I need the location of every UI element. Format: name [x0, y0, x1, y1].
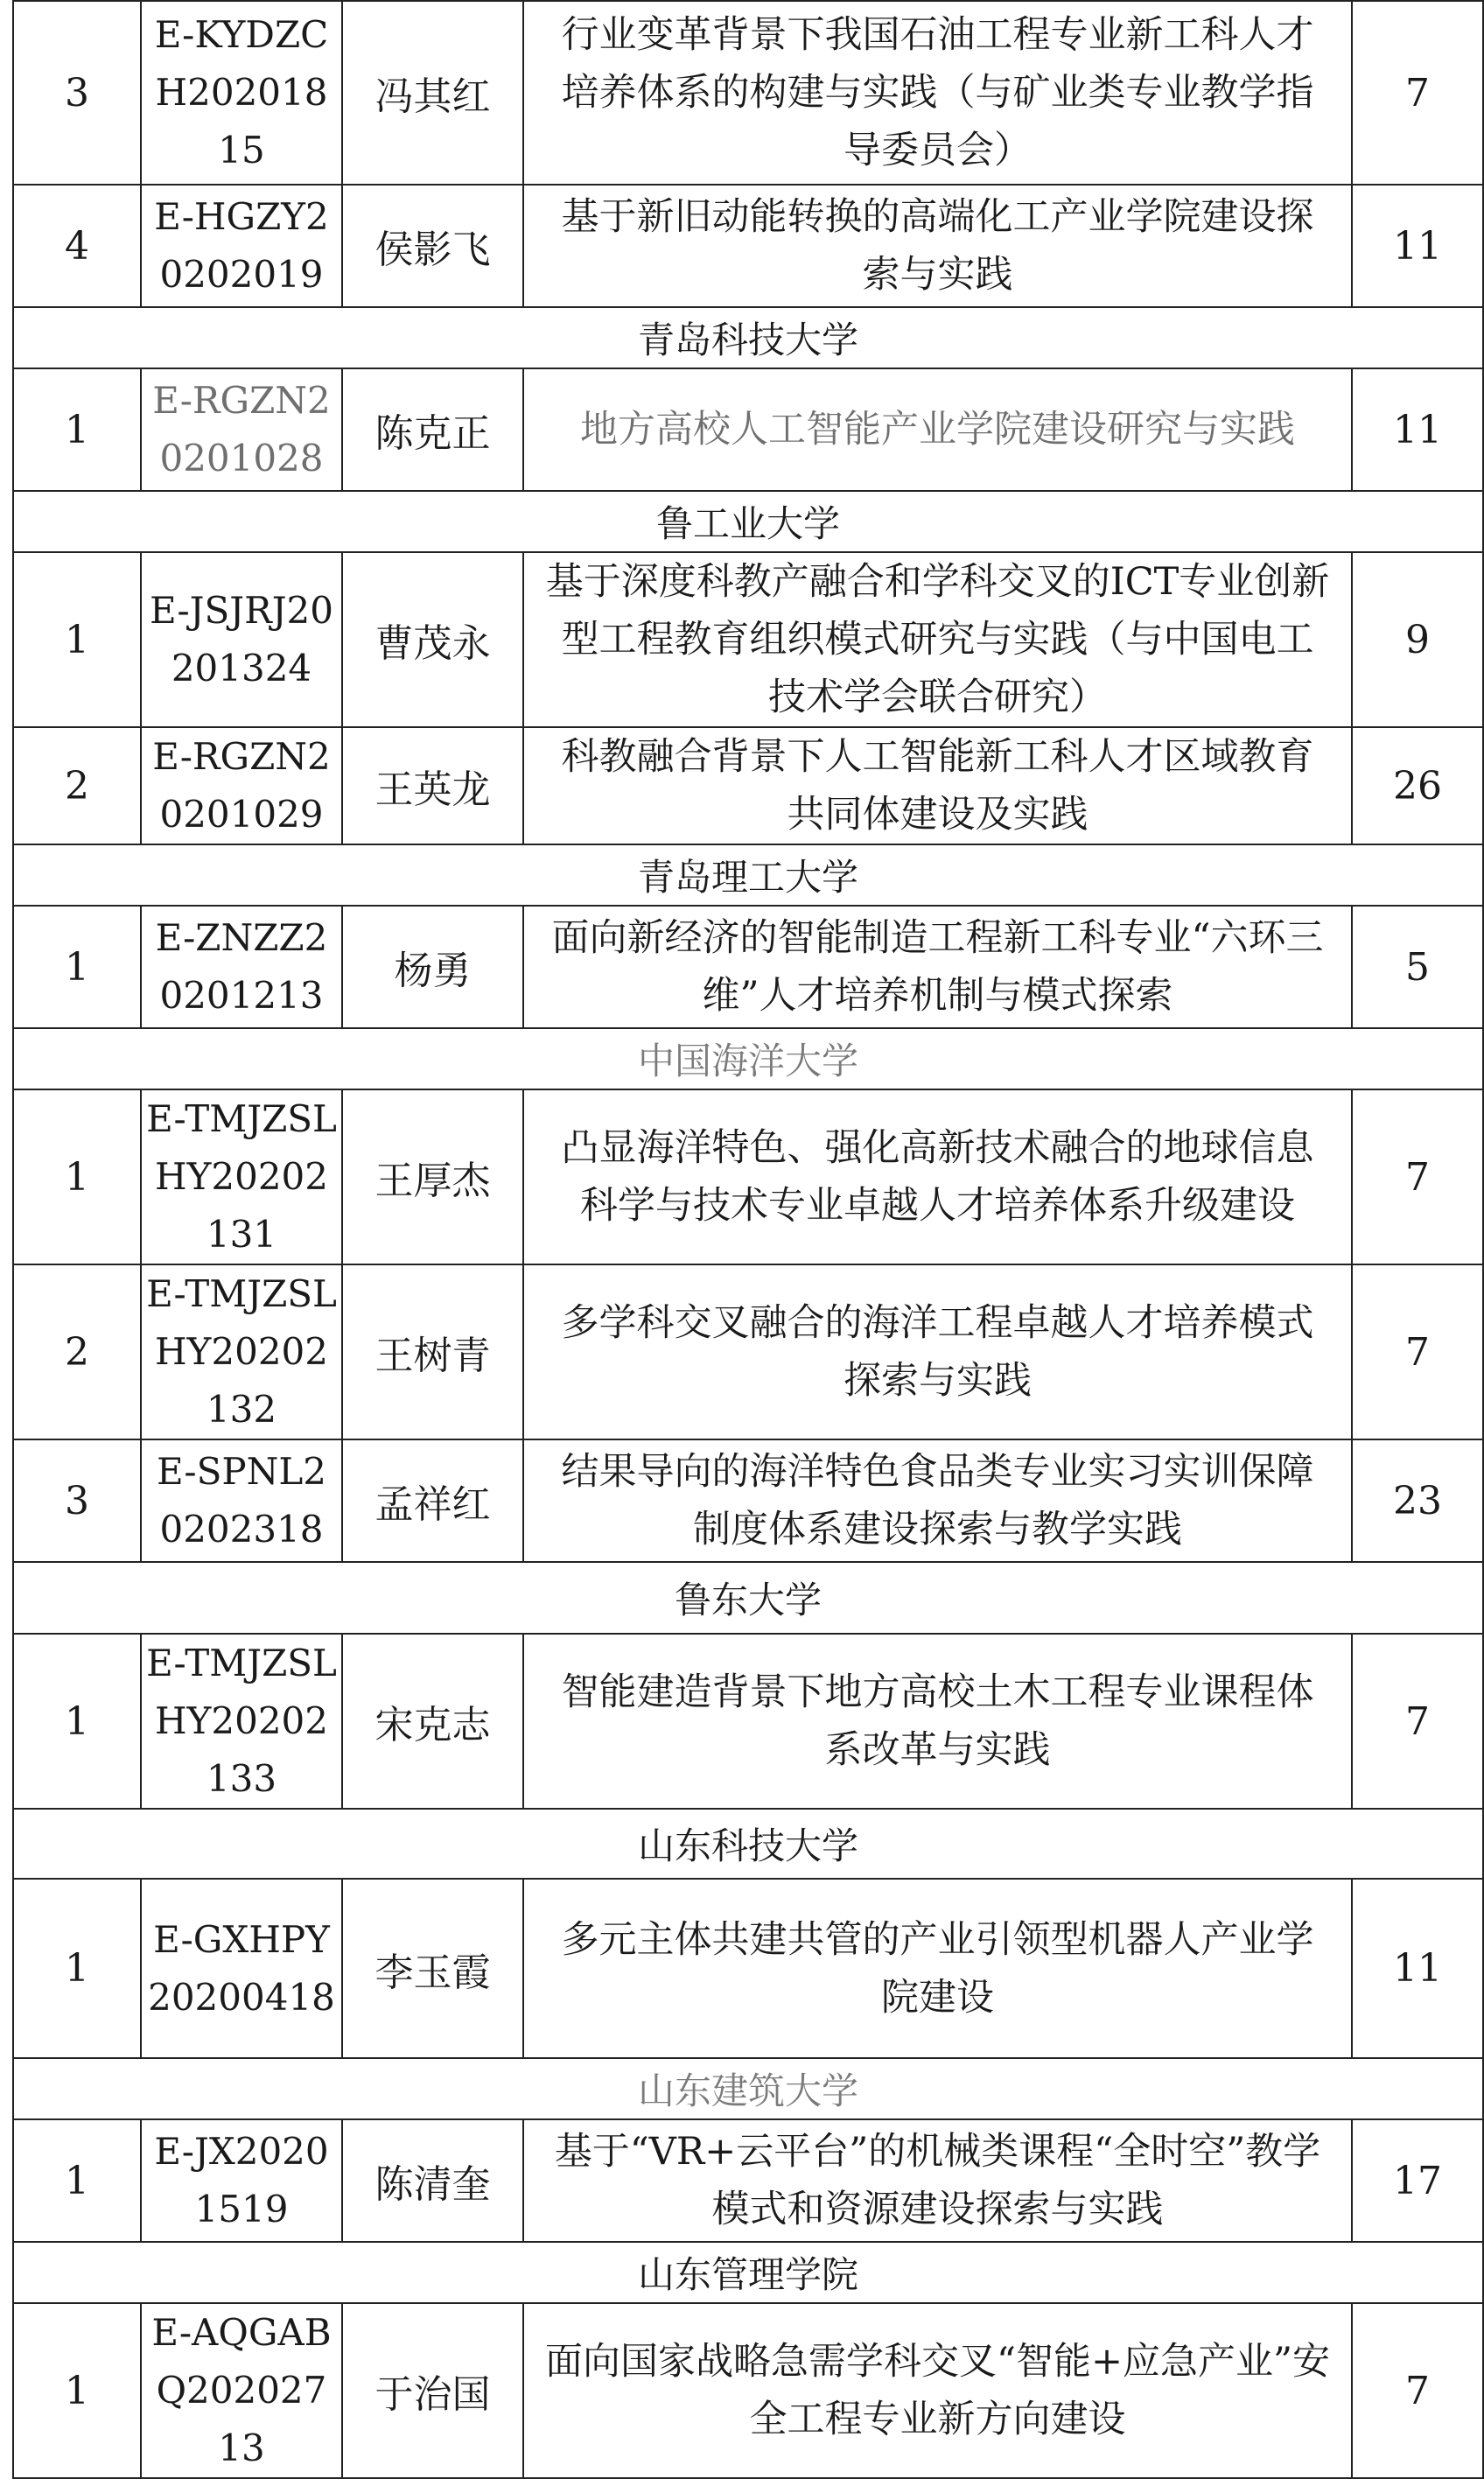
project-code: E-TMJZSLHY20202131: [141, 1089, 342, 1264]
table-row: [13, 2303, 1483, 2478]
member-count: 11: [1352, 368, 1483, 491]
member-count: 17: [1352, 2119, 1483, 2242]
member-count: 7: [1352, 1, 1483, 185]
table-row: [13, 1634, 1483, 1809]
table-row: [13, 727, 1483, 844]
table-row: [13, 1439, 1483, 1562]
row-number: 1: [13, 906, 141, 1028]
row-number: 1: [13, 368, 141, 491]
project-leader: 王英龙: [342, 727, 523, 844]
project-code: E-GXHPY20200418: [141, 1879, 342, 2058]
table-row: [13, 1264, 1483, 1439]
row-number: 3: [13, 1439, 141, 1562]
project-title: 多元主体共建共管的产业引领型机器人产业学院建设: [523, 1879, 1352, 2058]
institution-name: 青岛科技大学: [13, 307, 1483, 368]
project-code: E-RGZN20201029: [141, 727, 342, 844]
institution-name: 山东管理学院: [13, 2242, 1483, 2303]
institution-name: 山东建筑大学: [13, 2058, 1483, 2119]
project-code: E-JX20201519: [141, 2119, 342, 2242]
project-leader: 王树青: [342, 1264, 523, 1439]
project-title: 科教融合背景下人工智能新工科人才区域教育共同体建设及实践: [523, 727, 1352, 844]
row-number: 1: [13, 2119, 141, 2242]
institution-name: 鲁工业大学: [13, 491, 1483, 552]
table-row: [13, 2119, 1483, 2242]
row-number: 1: [13, 1634, 141, 1809]
member-count: 5: [1352, 906, 1483, 1028]
row-number: 2: [13, 1264, 141, 1439]
project-leader: 陈清奎: [342, 2119, 523, 2242]
member-count: 7: [1352, 1634, 1483, 1809]
project-title: 地方高校人工智能产业学院建设研究与实践: [523, 368, 1352, 491]
project-code: E-RGZN20201028: [141, 368, 342, 491]
member-count: 23: [1352, 1439, 1483, 1562]
member-count: 7: [1352, 1264, 1483, 1439]
project-title: 基于“VR+云平台”的机械类课程“全时空”教学模式和资源建设探索与实践: [523, 2119, 1352, 2242]
member-count: 11: [1352, 1879, 1483, 2058]
project-leader: 孟祥红: [342, 1439, 523, 1562]
member-count: 11: [1352, 185, 1483, 307]
project-leader: 李玉霞: [342, 1879, 523, 2058]
project-leader: 陈克正: [342, 368, 523, 491]
project-leader: 于治国: [342, 2303, 523, 2478]
project-code: E-TMJZSLHY20202133: [141, 1634, 342, 1809]
institution-row: [13, 1809, 1483, 1879]
member-count: 7: [1352, 2303, 1483, 2478]
project-title: 结果导向的海洋特色食品类专业实习实训保障制度体系建设探索与教学实践: [523, 1439, 1352, 1562]
project-title: 面向新经济的智能制造工程新工科专业“六环三维”人才培养机制与模式探索: [523, 906, 1352, 1028]
project-leader: 侯影飞: [342, 185, 523, 307]
member-count: 7: [1352, 1089, 1483, 1264]
table-row: [13, 552, 1483, 727]
institution-name: 青岛理工大学: [13, 844, 1483, 906]
table-row: [13, 185, 1483, 307]
project-title: 基于新旧动能转换的高端化工产业学院建设探索与实践: [523, 185, 1352, 307]
member-count: 26: [1352, 727, 1483, 844]
institution-row: [13, 2058, 1483, 2119]
project-code: E-SPNL20202318: [141, 1439, 342, 1562]
project-code: E-ZNZZ20201213: [141, 906, 342, 1028]
row-number: 1: [13, 1089, 141, 1264]
row-number: 1: [13, 2303, 141, 2478]
table-row: [13, 1089, 1483, 1264]
table-row: [13, 1879, 1483, 2058]
table-row: [13, 1, 1483, 185]
project-title: 面向国家战略急需学科交叉“智能+应急产业”安全工程专业新方向建设: [523, 2303, 1352, 2478]
project-code: E-JSJRJ20201324: [141, 552, 342, 727]
institution-name: 中国海洋大学: [13, 1028, 1483, 1089]
project-code: E-KYDZCH20201815: [141, 1, 342, 185]
member-count: 9: [1352, 552, 1483, 727]
institution-row: [13, 491, 1483, 552]
project-title: 基于深度科教产融合和学科交叉的ICT专业创新型工程教育组织模式研究与实践（与中国电工技术学会联合研究）: [523, 552, 1352, 727]
institution-row: [13, 844, 1483, 906]
row-number: 3: [13, 1, 141, 185]
project-leader: 冯其红: [342, 1, 523, 185]
project-leader: 曹茂永: [342, 552, 523, 727]
table-row: [13, 906, 1483, 1028]
institution-row: [13, 1562, 1483, 1634]
project-code: E-HGZY20202019: [141, 185, 342, 307]
institution-name: 鲁东大学: [13, 1562, 1483, 1634]
row-number: 1: [13, 1879, 141, 2058]
project-title: 凸显海洋特色、强化高新技术融合的地球信息科学与技术专业卓越人才培养体系升级建设: [523, 1089, 1352, 1264]
row-number: 2: [13, 727, 141, 844]
project-leader: 王厚杰: [342, 1089, 523, 1264]
institution-row: [13, 307, 1483, 368]
table-body: [13, 1, 1483, 2478]
project-title: 智能建造背景下地方高校土木工程专业课程体系改革与实践: [523, 1634, 1352, 1809]
project-code: E-TMJZSLHY20202132: [141, 1264, 342, 1439]
institution-row: [13, 2242, 1483, 2303]
project-table: [12, 0, 1484, 2479]
project-code: E-AQGABQ20202713: [141, 2303, 342, 2478]
institution-name: 山东科技大学: [13, 1809, 1483, 1879]
table-row: [13, 368, 1483, 491]
project-title: 行业变革背景下我国石油工程专业新工科人才培养体系的构建与实践（与矿业类专业教学指导委员会）: [523, 1, 1352, 185]
row-number: 4: [13, 185, 141, 307]
project-title: 多学科交叉融合的海洋工程卓越人才培养模式探索与实践: [523, 1264, 1352, 1439]
institution-row: [13, 1028, 1483, 1089]
project-leader: 宋克志: [342, 1634, 523, 1809]
project-leader: 杨勇: [342, 906, 523, 1028]
row-number: 1: [13, 552, 141, 727]
